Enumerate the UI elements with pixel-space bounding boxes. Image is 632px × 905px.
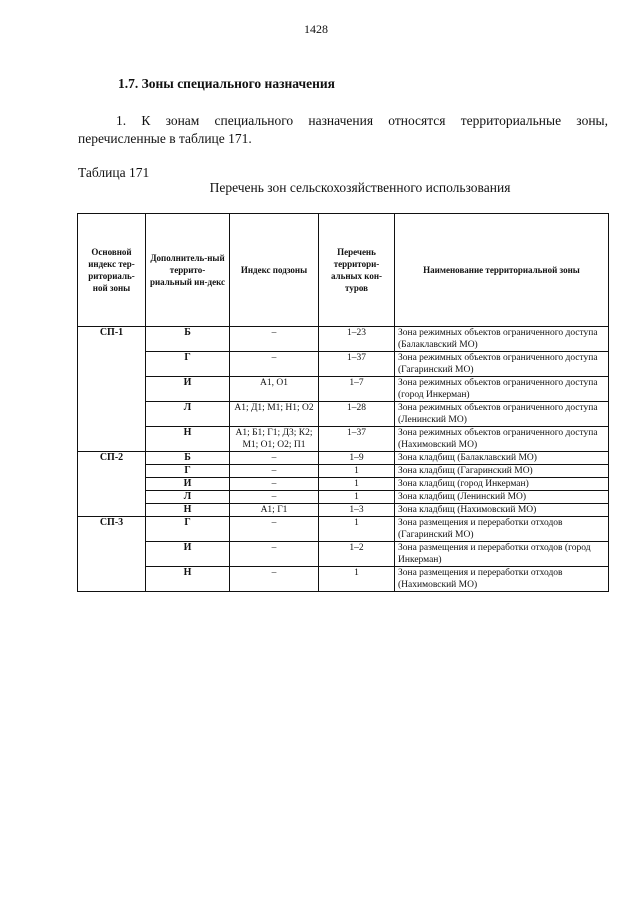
cell-contours: 1 (319, 517, 395, 542)
cell-contours: 1–7 (319, 377, 395, 402)
cell-contours: 1–9 (319, 452, 395, 465)
table-row (78, 517, 609, 542)
cell-extra-index: Г (146, 465, 230, 478)
cell-extra-index: Б (146, 452, 230, 465)
table-row (78, 465, 609, 478)
table-row (78, 352, 609, 377)
table-row (78, 491, 609, 504)
cell-contours: 1 (319, 567, 395, 592)
cell-zone-name: Зона режимных объектов ограниченного доступа (город Инкерман) (395, 377, 609, 402)
cell-main-index: СП-2 (78, 452, 146, 517)
cell-contours: 1 (319, 465, 395, 478)
table-row (78, 327, 609, 352)
table-header-row (78, 214, 609, 327)
cell-extra-index: И (146, 377, 230, 402)
section-heading: 1.7. Зоны специального назначения (118, 76, 335, 91)
cell-main-index: СП-3 (78, 517, 146, 592)
cell-zone-name: Зона режимных объектов ограниченного доступа (Гагаринский МО) (395, 352, 609, 377)
cell-subzone-index: – (230, 517, 319, 542)
cell-extra-index: Б (146, 327, 230, 352)
cell-zone-name: Зона кладбищ (Нахимовский МО) (395, 504, 609, 517)
cell-extra-index: Г (146, 352, 230, 377)
header-main-index: Основной индекс тер-риториаль-ной зоны (78, 214, 146, 327)
cell-contours: 1–23 (319, 327, 395, 352)
table-row (78, 478, 609, 491)
table-row (78, 427, 609, 452)
cell-zone-name: Зона размещения и переработки отходов (Нахимовский МО) (395, 567, 609, 592)
table-row (78, 452, 609, 465)
table-body (78, 327, 609, 592)
cell-extra-index: Н (146, 567, 230, 592)
cell-contours: 1–37 (319, 427, 395, 452)
cell-zone-name: Зона кладбищ (Балаклавский МО) (395, 452, 609, 465)
cell-zone-name: Зона размещения и переработки отходов (город Инкерман) (395, 542, 609, 567)
cell-subzone-index: – (230, 452, 319, 465)
cell-extra-index: Н (146, 504, 230, 517)
cell-zone-name: Зона кладбищ (Гагаринский МО) (395, 465, 609, 478)
cell-contours: 1–3 (319, 504, 395, 517)
table-caption: Перечень зон сельскохозяйственного использования (209, 180, 511, 195)
cell-zone-name: Зона режимных объектов ограниченного доступа (Балаклавский МО) (395, 327, 609, 352)
cell-subzone-index: – (230, 465, 319, 478)
cell-extra-index: И (146, 542, 230, 567)
cell-extra-index: Г (146, 517, 230, 542)
cell-extra-index: Н (146, 427, 230, 452)
cell-extra-index: Л (146, 491, 230, 504)
zones-table (77, 213, 609, 592)
table-label: Таблица 171 (78, 165, 150, 180)
page-number: 1428 (304, 22, 328, 36)
intro-paragraph: 1. К зонам специального назначения относятся территориальные зоны, перечисленные в таблице 171. (78, 113, 608, 146)
header-subzone-index: Индекс подзоны (230, 214, 319, 327)
table-row (78, 567, 609, 592)
cell-subzone-index: – (230, 491, 319, 504)
cell-subzone-index: – (230, 567, 319, 592)
cell-subzone-index: – (230, 542, 319, 567)
cell-contours: 1–37 (319, 352, 395, 377)
cell-subzone-index: А1; Б1; Г1; Д3; К2; М1; О1; О2; П1 (230, 427, 319, 452)
cell-zone-name: Зона кладбищ (Ленинский МО) (395, 491, 609, 504)
cell-contours: 1 (319, 478, 395, 491)
table-row (78, 504, 609, 517)
table-row (78, 377, 609, 402)
header-contours: Перечень территори-альных кон-туров (319, 214, 395, 327)
cell-subzone-index: А1; Д1; М1; Н1; О2 (230, 402, 319, 427)
cell-extra-index: Л (146, 402, 230, 427)
cell-extra-index: И (146, 478, 230, 491)
cell-subzone-index: – (230, 327, 319, 352)
cell-subzone-index: А1; Г1 (230, 504, 319, 517)
cell-contours: 1–28 (319, 402, 395, 427)
cell-zone-name: Зона режимных объектов ограниченного доступа (Ленинский МО) (395, 402, 609, 427)
cell-zone-name: Зона режимных объектов ограниченного доступа (Нахимовский МО) (395, 427, 609, 452)
cell-main-index: СП-1 (78, 327, 146, 452)
table-row (78, 542, 609, 567)
cell-zone-name: Зона кладбищ (город Инкерман) (395, 478, 609, 491)
header-extra-index: Дополнитель-ный террито-риальный ин-декс (146, 214, 230, 327)
cell-subzone-index: – (230, 352, 319, 377)
cell-contours: 1 (319, 491, 395, 504)
cell-subzone-index: А1, О1 (230, 377, 319, 402)
cell-contours: 1–2 (319, 542, 395, 567)
cell-zone-name: Зона размещения и переработки отходов (Гагаринский МО) (395, 517, 609, 542)
header-zone-name: Наименование территориальной зоны (395, 214, 609, 327)
table-row (78, 402, 609, 427)
cell-subzone-index: – (230, 478, 319, 491)
